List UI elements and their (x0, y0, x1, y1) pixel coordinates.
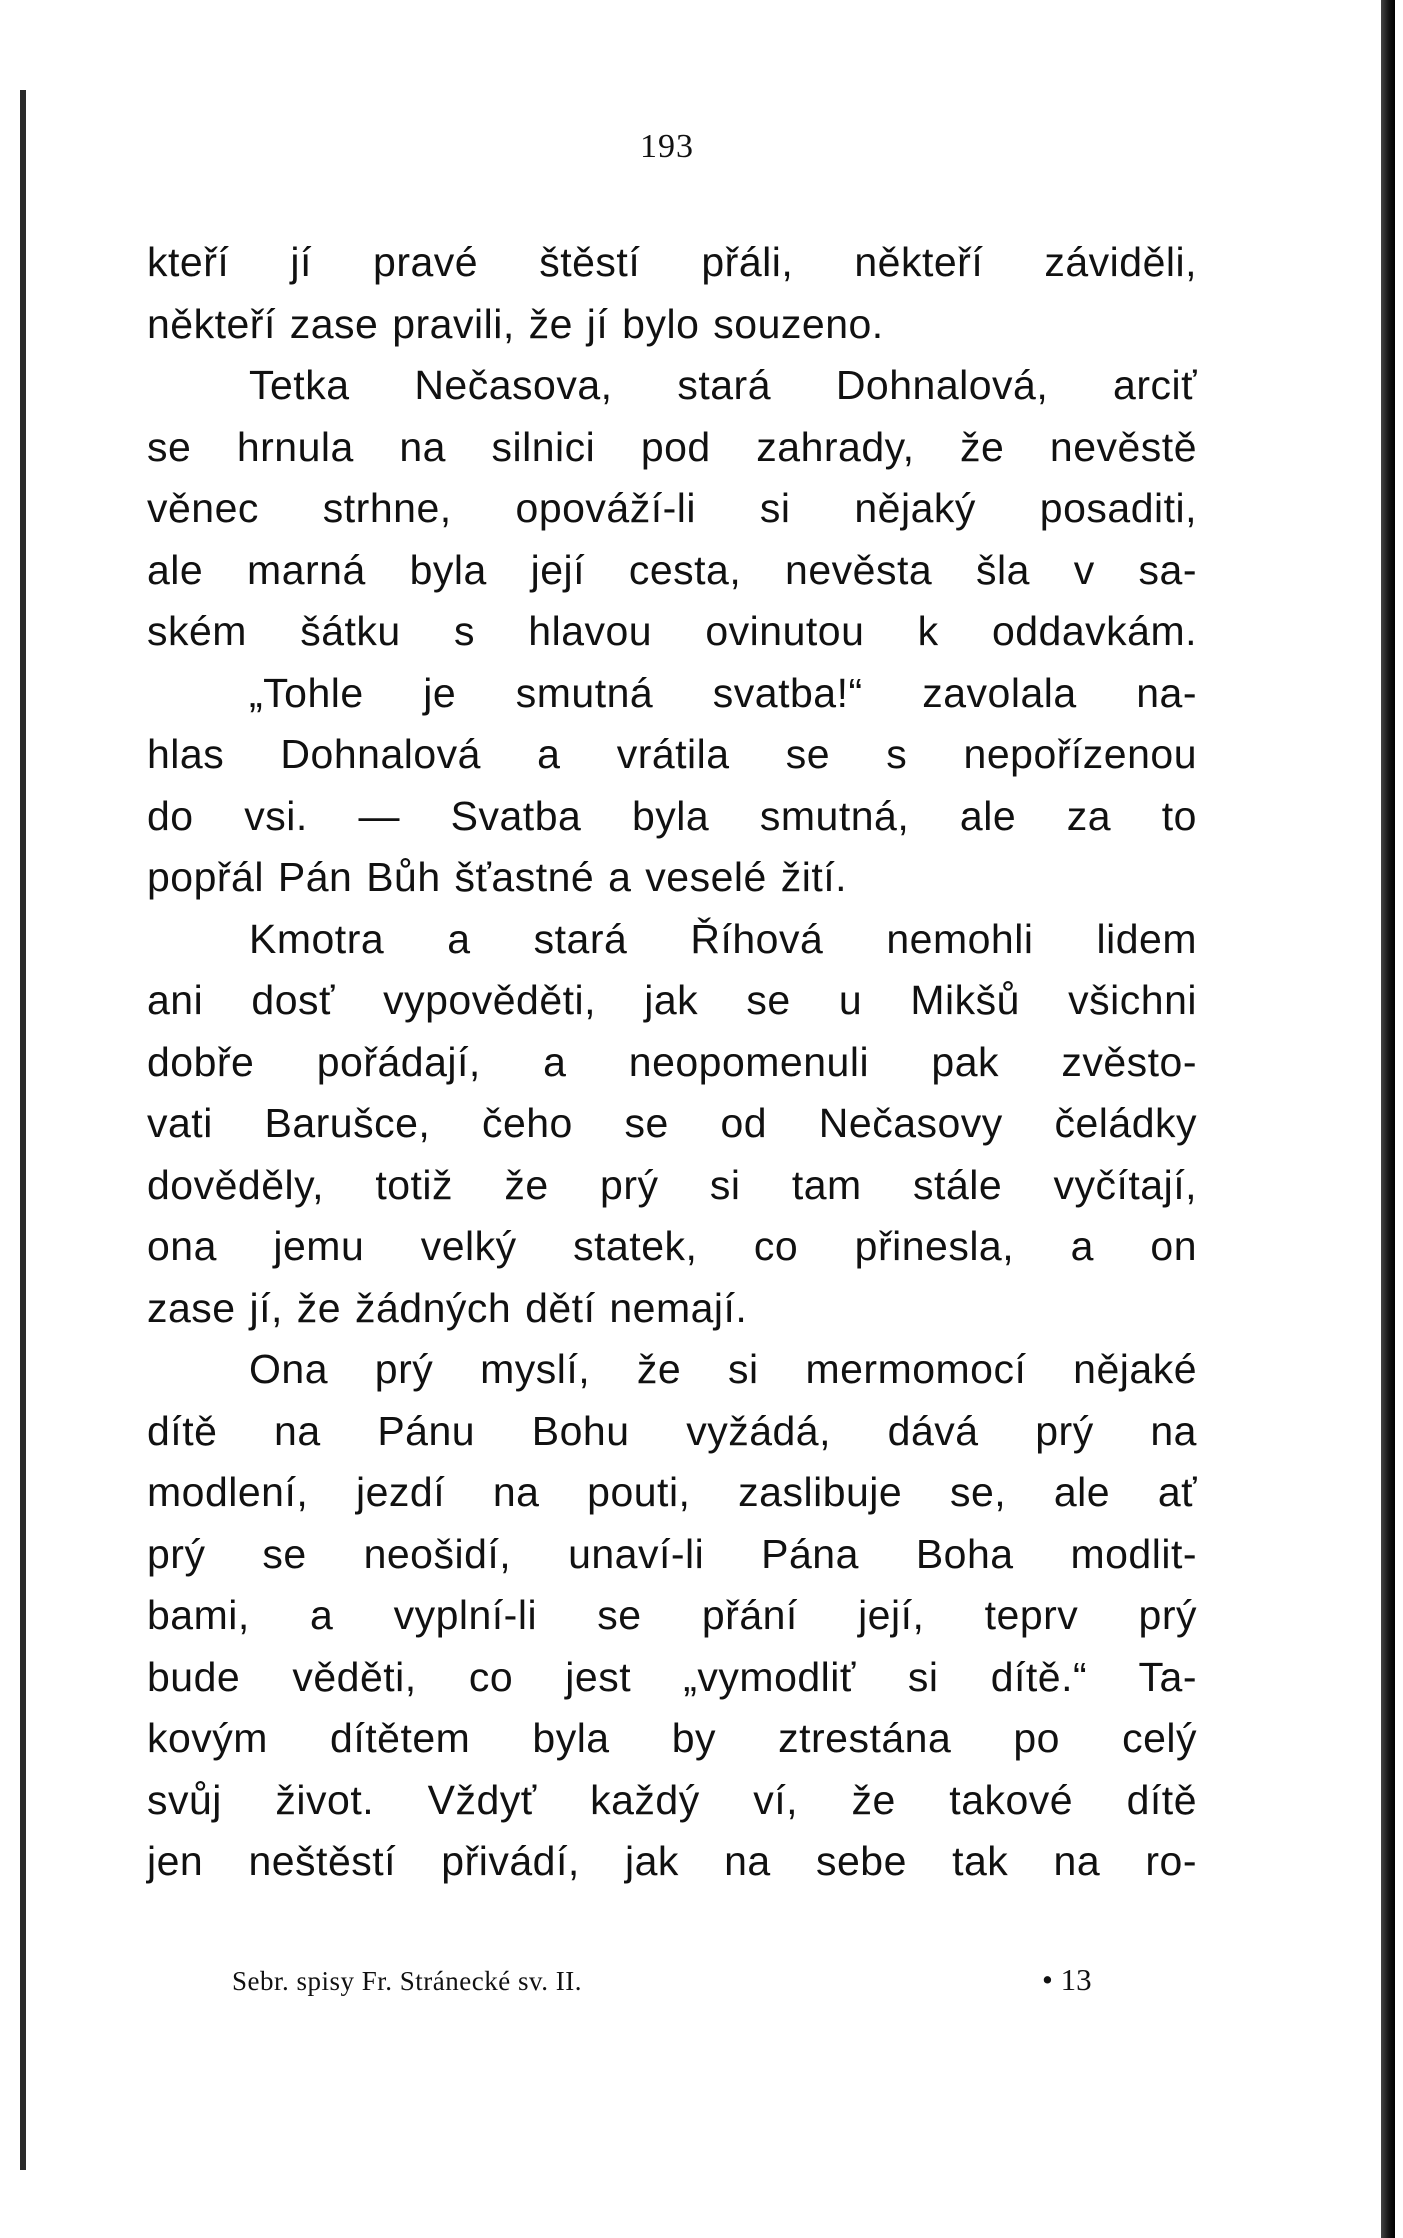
text-line: zase jí, že žádných dětí nemají. (147, 1284, 748, 1331)
text-line: kteří jí pravé štěstí přáli, někteří záviděli, (147, 239, 1197, 285)
footer-signature: Sebr. spisy Fr. Stránecké sv. II. (232, 1966, 582, 1996)
text-line: věnec strhne, opováží-li si nějaký posaditi, (147, 485, 1197, 531)
text-line: ale marná byla její cesta, nevěsta šla v sa- (147, 546, 1197, 593)
text-line: dobře pořádají, a neopomenuli pak zvěsto- (147, 1038, 1197, 1085)
text-line: Kmotra a stará Říhová nemohli lidem (249, 915, 1197, 962)
text-line: dověděly, totiž že prý si tam stále vyčítají, (147, 1161, 1197, 1208)
text-line: se hrnula na silnici pod zahrady, že nevěstě (147, 423, 1197, 470)
scan-edge-left (20, 90, 26, 2170)
text-line: bami, a vyplní-li se přání její, teprv prý (147, 1592, 1197, 1638)
text-line: ském šátku s hlavou ovinutou k oddavkám. (147, 608, 1197, 654)
text-line: svůj život. Vždyť každý ví, že takové dítě (147, 1776, 1197, 1823)
text-line: Ona prý myslí, že si mermomocí nějaké (249, 1346, 1197, 1392)
text-line: ona jemu velký statek, co přinesla, a on (147, 1223, 1197, 1269)
text-line: vati Barušce, čeho se od Nečasovy čeládky (147, 1100, 1197, 1146)
footer-sheet-mark: • 13 (1042, 1962, 1092, 1997)
text-line: Tetka Nečasova, stará Dohnalová, arciť (249, 362, 1197, 408)
text-line: „Tohle je smutná svatba!“ zavolala na- (249, 669, 1197, 716)
page-number: 193 (640, 128, 694, 165)
text-line: hlas Dohnalová a vrátila se s nepořízenou (147, 731, 1197, 777)
text-line: jen neštěstí přivádí, jak na sebe tak na ro- (147, 1838, 1197, 1884)
text-line: kovým dítětem byla by ztrestána po celý (147, 1715, 1197, 1761)
text-line: někteří zase pravili, že jí bylo souzeno. (147, 300, 884, 347)
scan-edge-right (1381, 0, 1395, 2238)
body-text (147, 232, 1197, 1893)
text-line: modlení, jezdí na pouti, zaslibuje se, ale ať (147, 1469, 1197, 1515)
text-line: popřál Pán Bůh šťastné a veselé žití. (147, 854, 847, 900)
text-line: bude věděti, co jest „vymodliť si dítě.“ Ta- (147, 1653, 1197, 1700)
text-line: dítě na Pánu Bohu vyžádá, dává prý na (147, 1407, 1197, 1454)
text-line: ani dosť vypověděti, jak se u Mikšů všichni (147, 977, 1197, 1023)
text-line: prý se neošidí, unaví-li Pána Boha modlit- (147, 1530, 1197, 1577)
text-line: do vsi. — Svatba byla smutná, ale za to (147, 792, 1197, 839)
